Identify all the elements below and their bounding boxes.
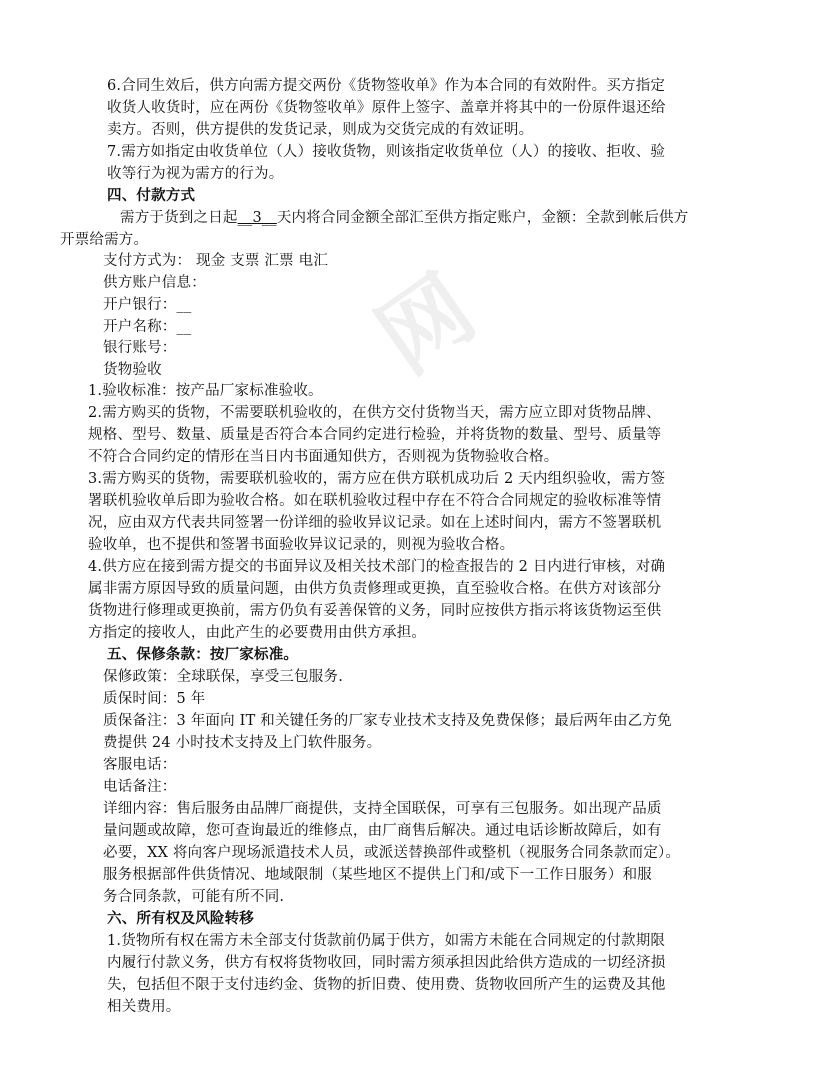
inspection-2-line-3: 不符合合同约定的情形在当日内书面通知供方，否则视为货物验收合格。 <box>88 449 559 465</box>
watermark: 网 <box>359 255 494 394</box>
ownership-line-3: 失，包括但不限于支付违约金、货物的折旧费、使用费、货物收回所产生的运费及其他 <box>107 977 666 993</box>
payment-methods: 支付方式为： 现金 支票 汇票 电汇 <box>103 253 329 269</box>
warranty-period: 质保时间：5 年 <box>103 691 206 707</box>
details-line-1: 详细内容：售后服务由品牌厂商提供，支持全国联保，可享有三包服务。如出现产品质 <box>103 801 662 817</box>
warranty-policy: 保修政策：全球联保，享受三包服务. <box>103 669 344 685</box>
clause-7-line-2: 收等行为视为需方的行为。 <box>107 166 284 182</box>
inspection-3-line-3: 况，应由双方代表共同签署一份详细的验收异议记录。如在上述时间内，需方不签署联机 <box>88 515 662 531</box>
details-line-2: 量问题或故障，您可查询最近的维修点，由厂商售后解决。通过电话诊断故障后，如有 <box>103 823 662 839</box>
inspection-4-line-1: 4.供方应在接到需方提交的书面异议及相关技术部门的检查报告的 2 日内进行审核，对确 <box>88 559 666 575</box>
account-number: 银行账号： <box>103 340 177 356</box>
clause-6-line-1: 6.合同生效后，供方向需方提交两份《货物签收单》作为本合同的有效附件。买方指定 <box>107 78 666 94</box>
clause-6-line-2: 收货人收货时，应在两份《货物签收单》原件上签字、盖章并将其中的一份原件退还给 <box>107 100 666 116</box>
inspection-3-line-4: 验收单，也不提供和签署书面验收异议记录的，则视为验收合格。 <box>88 537 515 553</box>
section-4-heading: 四、付款方式 <box>107 188 196 204</box>
inspection-3-line-1: 3.需方购买的货物，需要联机验收的，需方应在供方联机成功后 2 天内组织验收，需方签 <box>88 471 666 487</box>
inspection-heading: 货物验收 <box>103 362 162 378</box>
inspection-4-line-4: 方指定的接收人，由此产生的必要费用由供方承担。 <box>88 625 427 641</box>
inspection-4-line-3: 货物进行修理或更换前，需方仍负有妥善保管的义务，同时应按供方指示将该货物运至供 <box>88 603 662 619</box>
payment-terms-suffix: 天内将合同金额全部汇至供方指定账户，金额：全款到帐后供方 <box>276 210 689 226</box>
warranty-notes-line-1: 质保备注：3 年面向 IT 和关键任务的厂家专业技术支持及免费保修；最后两年由乙方免 <box>103 713 672 729</box>
inspection-1: 1.验收标准：按产品厂家标准验收。 <box>88 383 323 399</box>
details-line-4: 服务根据部件供货情况、地域限制（某些地区不提供上门和/或下一工作日服务）和服 <box>103 867 652 883</box>
phone-notes: 电话备注： <box>103 779 177 795</box>
inspection-3-line-2: 署联机验收单后即为验收合格。如在联机验收过程中存在不符合合同规定的验收标准等情 <box>88 493 662 509</box>
inspection-2-line-1: 2.需方购买的货物，不需要联机验收的，在供方交付货物当天，需方应立即对货物品牌、 <box>88 405 661 421</box>
details-line-5: 务合同条款，可能有所不同. <box>103 889 285 905</box>
clause-6-line-3: 卖方。否则，供方提供的发货记录，则成为交货完成的有效证明。 <box>107 122 534 138</box>
service-phone: 客服电话： <box>103 757 177 773</box>
payment-days: __3__ <box>237 210 277 226</box>
payment-terms-line-1 <box>120 207 688 229</box>
warranty-notes-line-2: 费提供 24 小时技术支持及上门软件服务。 <box>103 735 382 751</box>
inspection-2-line-2: 规格、型号、数量、质量是否符合本合同约定进行检验，并将货物的数量、型号、质量等 <box>88 427 662 443</box>
ownership-line-4: 相关费用。 <box>107 999 181 1015</box>
ownership-line-1: 1.货物所有权在需方未全部支付货款前仍属于供方，如需方未能在合同规定的付款期限 <box>107 933 666 949</box>
account-info-label: 供方账户信息： <box>103 275 206 291</box>
section-5-heading: 五、保修条款：按厂家标准。 <box>107 647 299 663</box>
inspection-4-line-2: 属非需方原因导致的质量问题，由供方负责修理或更换，直至验收合格。在供方对该部分 <box>88 581 662 597</box>
ownership-line-2: 内履行付款义务，供方有权将货物收回，同时需方须承担因此给供方造成的一切经济损 <box>107 955 666 971</box>
details-line-3: 必要，XX 将向客户现场派遣技术人员，或派送替换部件或整机（视服务合同条款而定）。 <box>103 845 681 861</box>
bank-name: 开户银行：__ <box>103 297 192 313</box>
payment-terms-line-2: 开票给需方。 <box>60 232 149 248</box>
payment-terms-prefix: 需方于货到之日起 <box>120 210 238 226</box>
account-name: 开户名称：__ <box>103 319 192 335</box>
clause-7-line-1: 7.需方如指定由收货单位（人）接收货物，则该指定收货单位（人）的接收、拒收、验 <box>107 144 666 160</box>
section-6-heading: 六、所有权及风险转移 <box>107 911 254 927</box>
